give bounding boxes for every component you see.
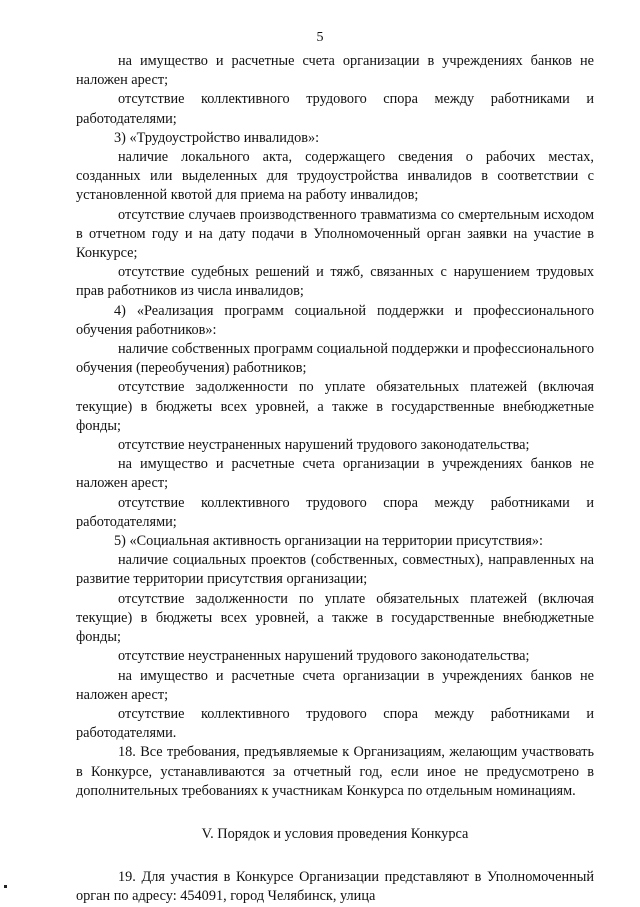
paragraph: отсутствие коллективного трудового спора между работниками и работодателями. (76, 705, 594, 742)
paragraph: отсутствие случаев производственного травматизма со смертельным исходом в отчетном году и на дату подачи в Уполномоченный орган заявки на участие в Конкурсе; (76, 206, 594, 262)
section-heading: V. Порядок и условия проведения Конкурса (201, 825, 469, 842)
paragraph: отсутствие судебных решений и тяжб, связанных с нарушением трудовых прав работников из числа инвалидов; (76, 264, 594, 300)
paragraph: на имущество и расчетные счета организации в учреждениях банков не наложен арест; (76, 667, 594, 703)
list-item-heading: 3) «Трудоустройство инвалидов»: (114, 129, 320, 146)
list-item-heading: 5) «Социальная активность организации на территории присутствия»: (114, 533, 544, 550)
paragraph: отсутствие коллективного трудового спора между работниками и работодателями; (76, 91, 594, 127)
paragraph: наличие собственных программ социальной поддержки и профессионального обучения (переобучения) работников; (76, 341, 594, 377)
paragraph: отсутствие задолженности по уплате обязательных платежей (включая текущие) в бюджеты всех уровней, а также в государственные внебюджетные фонды; (76, 379, 594, 434)
numbered-clause: 19. Для участия в Конкурсе Организации представляют в Уполномоченный орган по адресу: 454091, город Челябинск, улица (76, 869, 594, 905)
numbered-clause: 18. Все требования, предъявляемые к Организациям, желающим участвовать в Конкурсе, устанавливаются за отчетный год, если иное не предусмотрено в дополнительных требованиях к участникам Конкурса по отдельным номинациям. (76, 744, 594, 799)
paragraph: на имущество и расчетные счета организации в учреждениях банков не наложен арест; (76, 456, 594, 492)
document-body (76, 52, 594, 907)
paragraph: наличие локального акта, содержащего сведения о рабочих местах, созданных или выделенных для трудоустройства инвалидов в соответствии с установленной квотой для приема на работу инвалидов; (76, 149, 594, 204)
list-item-heading: 4) «Реализация программ социальной поддержки и профессионального обучения работников»: (76, 302, 594, 338)
scan-mark (4, 885, 7, 888)
paragraph: наличие социальных проектов (собственных, совместных), направленных на развитие территории присутствия организации; (76, 552, 594, 588)
paragraph: отсутствие задолженности по уплате обязательных платежей (включая текущие) в бюджеты всех уровней, а также в государственные внебюджетные фонды; (76, 590, 594, 646)
paragraph: на имущество и расчетные счета организации в учреждениях банков не наложен арест; (76, 53, 594, 89)
paragraph: отсутствие неустраненных нарушений трудового законодательства; (118, 648, 530, 665)
paragraph: отсутствие коллективного трудового спора между работниками и работодателями; (76, 494, 594, 530)
paragraph: отсутствие неустраненных нарушений трудового законодательства; (118, 437, 530, 454)
page-number: 5 (316, 30, 324, 45)
